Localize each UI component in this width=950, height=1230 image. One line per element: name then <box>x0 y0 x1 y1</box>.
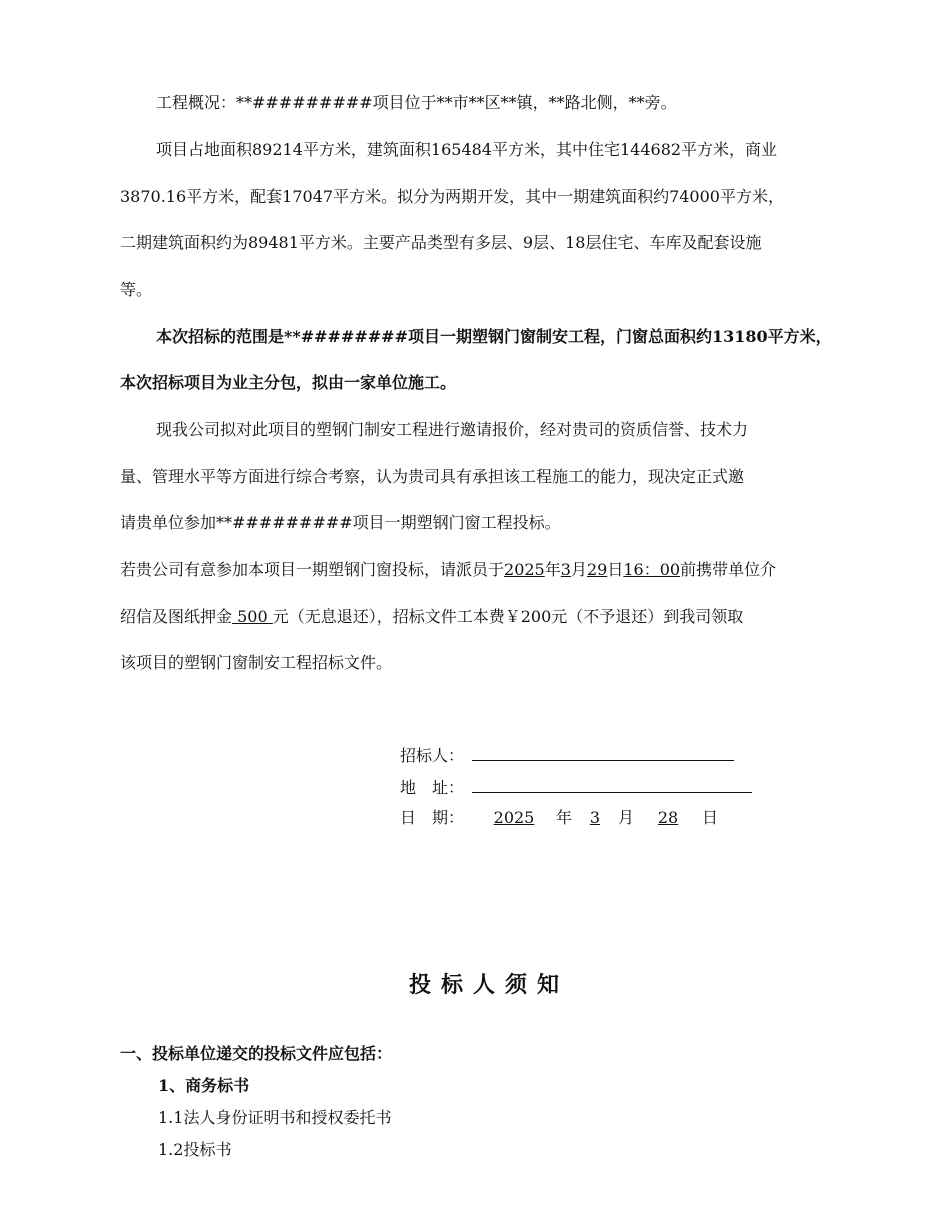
notice-text-d: 元（无息退还），招标文件工本费￥200元（不予退还）到我司领取 <box>272 607 744 626</box>
invite-line-3: 请贵单位参加**#########项目一期塑钢门窗工程投标。 <box>120 513 561 532</box>
notice-text-b: 前携带单位介 <box>680 560 777 579</box>
invite-line-1: 现我公司拟对此项目的塑钢门制安工程进行邀请报价，经对贵司的资质信誉、技术力 <box>156 420 749 439</box>
overview-paragraph-2-line-3: 二期建筑面积约为89481平方米。主要产品类型有多层、9层、18层住宅、车库及配套设施 <box>120 233 762 252</box>
overview-paragraph-2-line-1: 项目占地面积89214平方米，建筑面积165484平方米，其中住宅144682平方米，商业 <box>156 140 778 159</box>
date-year: 2025 <box>493 808 535 827</box>
date-label: 日 期： <box>400 808 465 827</box>
notice-ri: 日 <box>607 560 624 579</box>
notice-time: 16：00 <box>623 560 681 579</box>
notice-deposit: 500 <box>232 607 273 626</box>
overview-paragraph-2-line-2: 3870.16平方米，配套17047平方米。拟分为两期开发，其中一期建筑面积约74000平方米， <box>120 187 784 206</box>
item-1-2: 1.2投标书 <box>158 1140 232 1159</box>
section-1-heading: 一、投标单位递交的投标文件应包括： <box>120 1044 393 1063</box>
notice-month: 3 <box>560 560 571 579</box>
notice-line-2 <box>120 607 860 627</box>
notice-text-a: 若贵公司有意参加本项目一期塑钢门窗投标，请派员于 <box>120 560 505 579</box>
address-blank <box>472 776 752 793</box>
notice-line-3: 该项目的塑钢门窗制安工程招标文件。 <box>120 653 393 672</box>
item-1-1: 1.1法人身份证明书和授权委托书 <box>158 1108 392 1127</box>
tenderer-blank <box>472 744 734 761</box>
date-month: 3 <box>589 808 601 827</box>
notice-yue: 月 <box>570 560 587 579</box>
address-row <box>400 776 752 798</box>
scope-line-1: 本次招标的范围是**########项目一期塑钢门窗制安工程，门窗总面积约13180平方米， <box>156 327 832 346</box>
tenderer-row <box>400 744 734 766</box>
overview-paragraph-1: 工程概况：**#########项目位于**市**区**镇，**路北侧，**旁。 <box>156 93 677 112</box>
scope-line-2: 本次招标项目为业主分包，拟由一家单位施工。 <box>120 373 457 392</box>
instructions-title: 投标人须知 <box>408 973 569 998</box>
notice-line-1 <box>120 560 860 580</box>
subsection-1-heading: 1、商务标书 <box>158 1076 250 1095</box>
date-day: 28 <box>657 808 679 827</box>
notice-year: 2025 <box>504 560 545 579</box>
date-nian: 年 <box>556 808 573 827</box>
date-row <box>400 808 718 828</box>
date-ri: 日 <box>702 808 719 827</box>
notice-day: 29 <box>586 560 608 579</box>
notice-nian: 年 <box>544 560 561 579</box>
date-yue: 月 <box>618 808 635 827</box>
address-label: 地 址： <box>400 778 465 797</box>
overview-paragraph-2-line-4: 等。 <box>120 280 153 299</box>
notice-text-c: 绍信及图纸押金 <box>120 607 233 626</box>
tenderer-label: 招标人： <box>400 746 465 765</box>
invite-line-2: 量、管理水平等方面进行综合考察，认为贵司具有承担该工程施工的能力，现决定正式邀 <box>120 467 745 486</box>
